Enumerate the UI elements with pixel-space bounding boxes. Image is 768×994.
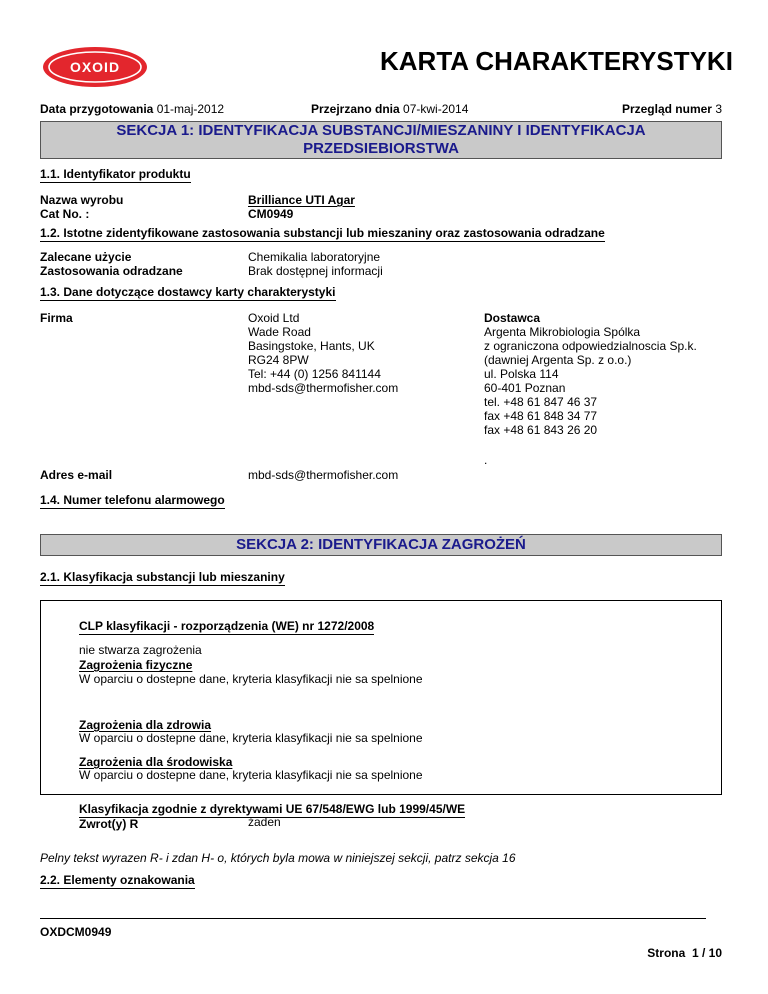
- supplier-address-line: (dawniej Argenta Sp. z o.o.): [484, 353, 632, 367]
- directive-title: Klasyfikacja zgodnie z dyrektywami UE 67/548/EWG lub 1999/45/WE: [79, 802, 466, 816]
- product-labels: Nazwa wyrobu Cat No. :: [40, 193, 124, 221]
- fulltext-note: Pelny tekst wyrazen R- i zdan H- o, których byla mowa w niniejszej sekcji, patrz sekcja 16: [40, 851, 516, 865]
- firm-address: [248, 311, 398, 395]
- prep-date: Data przygotowania 01-maj-2012: [40, 102, 225, 116]
- use-labels: Zalecane użycie Zastosowania odradzane: [40, 250, 183, 278]
- r-phrases-label: Zwrot(y) R: [79, 817, 139, 831]
- subsection-2-2: 2.2. Elementy oznakowania: [40, 873, 195, 887]
- firm-address-line: mbd-sds@thermofisher.com: [248, 381, 399, 395]
- r-phrases-value: żaden: [248, 815, 281, 829]
- firm-address-line: RG24 8PW: [248, 353, 309, 367]
- supplier-address-line: Argenta Mikrobiologia Spólka: [484, 325, 641, 339]
- supplier-address-line: ul. Polska 114: [484, 367, 559, 381]
- use-values: Chemikalia laboratoryjne Brak dostępnej informacji: [248, 250, 383, 278]
- env-hazards-title: Zagrożenia dla środowiska: [79, 755, 233, 769]
- firm-address-line: Basingstoke, Hants, UK: [248, 339, 375, 353]
- subsection-1-3: 1.3. Dane dotyczące dostawcy karty charakterystyki: [40, 285, 336, 299]
- oxoid-logo: [42, 46, 148, 88]
- supplier-address-line: fax +48 61 843 26 20: [484, 423, 598, 437]
- subsection-1-2: 1.2. Istotne zidentyfikowane zastosowania substancji lub mieszaniny oraz zastosowania odradzane: [40, 226, 605, 240]
- firm-address-line: Tel: +44 (0) 1256 841144: [248, 367, 381, 381]
- supplier-address-line: fax +48 61 848 34 77: [484, 409, 598, 423]
- dot-mark: .: [484, 453, 488, 467]
- footer-rule: [40, 918, 706, 919]
- firm-address-line: Oxoid Ltd: [248, 311, 300, 325]
- supplier-address: [484, 325, 697, 437]
- physical-hazards-title: Zagrożenia fizyczne: [79, 658, 193, 672]
- email-label: Adres e-mail: [40, 468, 113, 482]
- physical-hazards-text: W oparciu o dostepne dane, kryteria klasyfikacji nie sa spelnione: [79, 672, 423, 686]
- product-values: Brilliance UTI Agar CM0949: [248, 193, 355, 221]
- env-hazards-text: W oparciu o dostepne dane, kryteria klasyfikacji nie sa spelnione: [79, 768, 423, 782]
- clp-title: CLP klasyfikacji - rozporządzenia (WE) nr 1272/2008: [79, 619, 375, 633]
- firm-address-line: Wade Road: [248, 325, 311, 339]
- logo-text: OXOID: [69, 59, 121, 75]
- section1-header: SEKCJA 1: IDENTYFIKACJA SUBSTANCJI/MIESZANINY I IDENTYFIKACJA PRZEDSIEBIORSTWA: [40, 121, 722, 159]
- subsection-1-1: 1.1. Identyfikator produktu: [40, 167, 191, 181]
- health-hazards-title: Zagrożenia dla zdrowia: [79, 718, 212, 732]
- firm-label: Firma: [40, 311, 73, 325]
- supplier-address-line: z ograniczona odpowiedzialnoscia Sp.k.: [484, 339, 697, 353]
- supplier-address-line: 60-401 Poznan: [484, 381, 566, 395]
- revision-date: Przejrzano dnia 07-kwi-2014: [311, 102, 469, 116]
- footer-code: OXDCM0949: [40, 925, 112, 939]
- health-hazards-text: W oparciu o dostepne dane, kryteria klasyfikacji nie sa spelnione: [79, 731, 423, 745]
- not-hazardous-text: nie stwarza zagrożenia: [79, 643, 202, 657]
- review-number: Przegląd numer 3: [621, 102, 722, 116]
- email-value: mbd-sds@thermofisher.com: [248, 468, 399, 482]
- supplier-label: Dostawca: [484, 311, 541, 325]
- page-number: Strona 1 / 10: [647, 946, 722, 960]
- supplier-address-line: tel. +48 61 847 46 37: [484, 395, 598, 409]
- document-title: KARTA CHARAKTERYSTYKI: [380, 46, 733, 76]
- section2-header: SEKCJA 2: IDENTYFIKACJA ZAGROŻEŃ: [40, 534, 722, 556]
- subsection-1-4: 1.4. Numer telefonu alarmowego: [40, 493, 225, 507]
- subsection-2-1: 2.1. Klasyfikacja substancji lub mieszaniny: [40, 570, 285, 584]
